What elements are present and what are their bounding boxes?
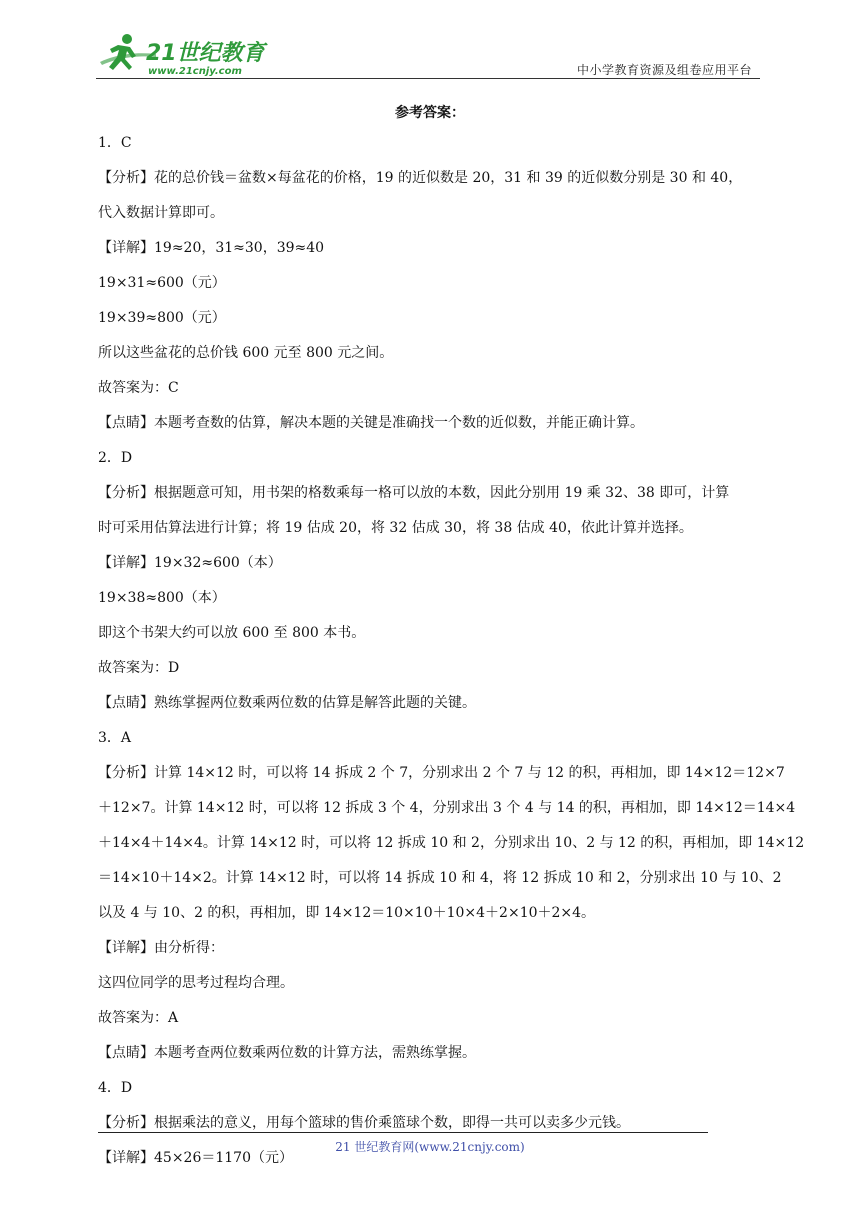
header-divider — [96, 78, 760, 79]
text-line: ＝14×10＋14×2。计算 14×12 时，可以将 14 拆成 10 和 4，将 12 拆成 10 和 2，分别求出 10 与 10、2 — [98, 870, 782, 886]
text-line: 【分析】根据题意可知，用书架的格数乘每一格可以放的本数，因此分别用 19 乘 32、38 即可，计算 — [98, 485, 730, 501]
page-header — [96, 30, 760, 80]
text-line: 即这个书架大约可以放 600 至 800 本书。 — [98, 625, 366, 641]
text-line: 19×38≈800（本） — [98, 590, 226, 606]
text-line: 【分析】根据乘法的意义，用每个篮球的售价乘篮球个数，即得一共可以卖多少元钱。 — [98, 1115, 630, 1131]
platform-name: 中小学教育资源及组卷应用平台 — [576, 63, 752, 77]
text-line: 所以这些盆花的总价钱 600 元至 800 元之间。 — [98, 345, 394, 361]
text-line: 【详解】45×26＝1170（元） — [98, 1150, 293, 1166]
text-line: 【点睛】本题考查两位数乘两位数的计算方法，需熟练掌握。 — [98, 1045, 476, 1061]
answer-content — [98, 126, 805, 1176]
svg-text:www.21cnjy.com: www.21cnjy.com — [148, 66, 242, 77]
text-line: 【详解】19≈20，31≈30，39≈40 — [98, 240, 325, 256]
text-line: 4．D — [98, 1080, 133, 1096]
text-line: 【点睛】熟练掌握两位数乘两位数的估算是解答此题的关键。 — [98, 695, 476, 711]
text-line: 1．C — [98, 135, 132, 151]
text-line: 【分析】花的总价钱＝盆数×每盆花的价格，19 的近似数是 20，31 和 39 的近似数分别是 30 和 40， — [98, 170, 743, 186]
text-line: 代入数据计算即可。 — [98, 205, 224, 221]
text-line: 故答案为：D — [98, 660, 180, 676]
text-line: 2．D — [98, 450, 133, 466]
svg-text:21世纪教育: 21世纪教育 — [146, 41, 265, 66]
text-line: 故答案为：A — [98, 1010, 179, 1026]
footer-divider — [98, 1132, 708, 1133]
text-line: 19×31≈600（元） — [98, 275, 226, 291]
footer-link[interactable]: 21 世纪教育网(www.21cnjy.com) — [335, 1140, 525, 1154]
text-line: 这四位同学的思考过程均合理。 — [98, 975, 294, 991]
text-line: ＋12×7。计算 14×12 时，可以将 12 拆成 3 个 4，分别求出 3 个 4 与 14 的积，再相加，即 14×12＝14×4 — [98, 800, 796, 816]
text-line: 【分析】计算 14×12 时，可以将 14 拆成 2 个 7，分别求出 2 个 7 与 12 的积，再相加，即 14×12＝12×7 — [98, 765, 785, 781]
text-line: 以及 4 与 10、2 的积，再相加，即 14×12＝10×10＋10×4＋2×10＋2×4。 — [98, 905, 596, 921]
text-line: 【点睛】本题考查数的估算，解决本题的关键是准确找一个数的近似数，并能正确计算。 — [98, 415, 644, 431]
text-line: 【详解】由分析得： — [98, 940, 224, 956]
text-line: ＋14×4＋14×4。计算 14×12 时，可以将 12 拆成 10 和 2，分别求出 10、2 与 12 的积，再相加，即 14×12 — [98, 835, 805, 851]
text-line: 3．A — [98, 730, 132, 746]
text-line: 时可采用估算法进行计算；将 19 估成 20，将 32 估成 30，将 38 估成 40，依此计算并选择。 — [98, 520, 693, 536]
site-logo — [96, 30, 296, 78]
page-title: 参考答案： — [395, 105, 465, 121]
text-line: 19×39≈800（元） — [98, 310, 226, 326]
text-line: 【详解】19×32≈600（本） — [98, 555, 282, 571]
text-line: 故答案为：C — [98, 380, 179, 396]
